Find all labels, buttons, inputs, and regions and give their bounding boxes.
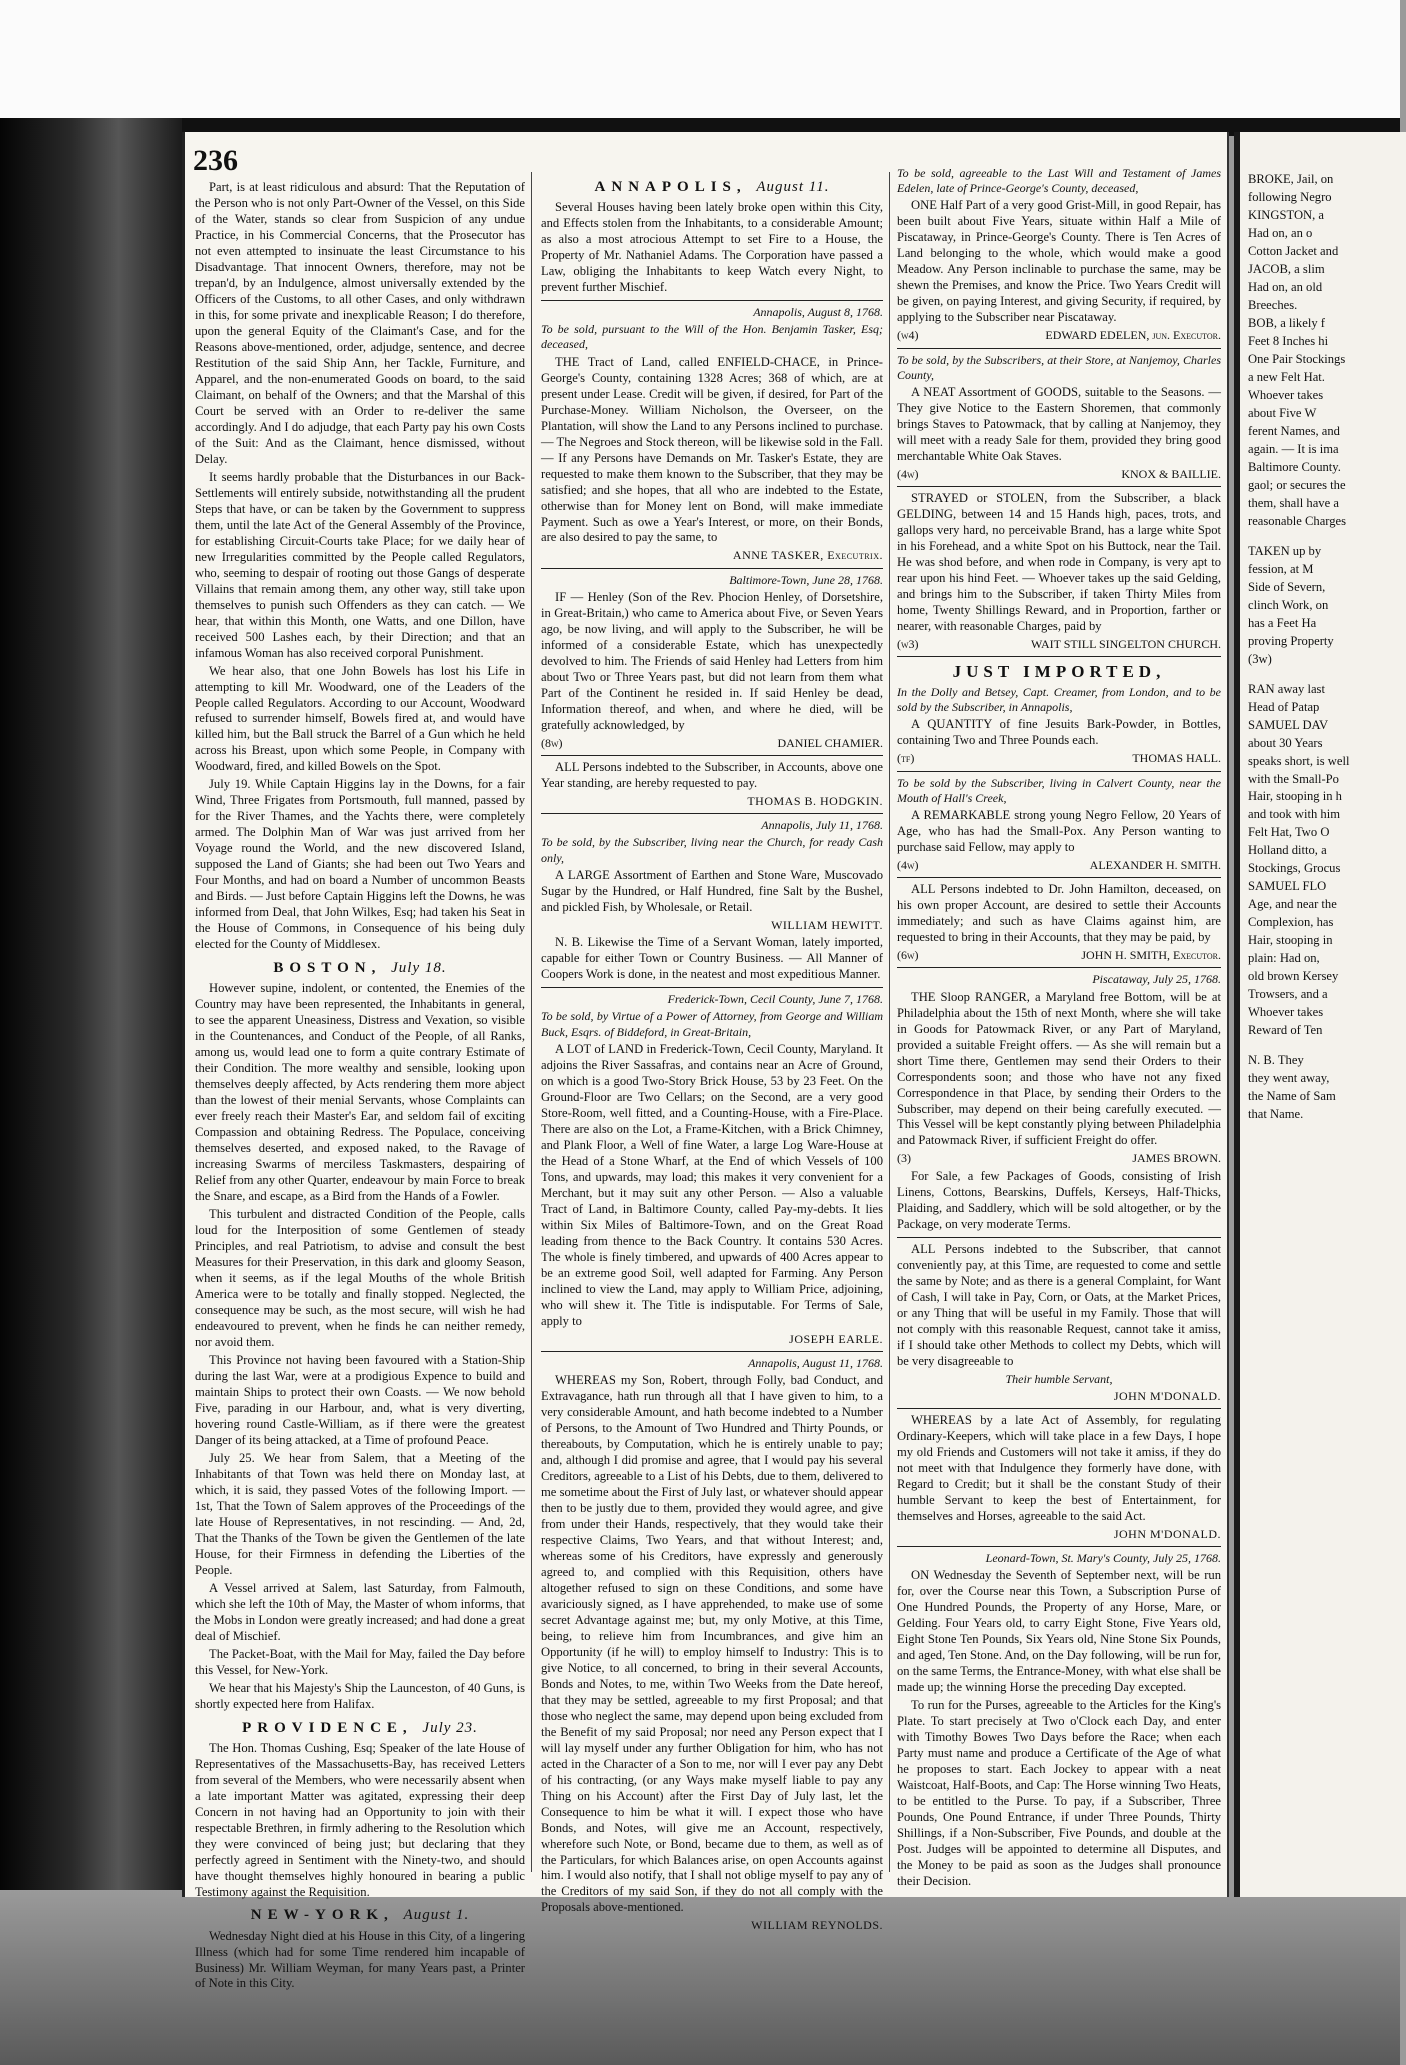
providence-heading — [195, 1719, 525, 1738]
fragment-line: Side of Severn, — [1248, 579, 1326, 594]
ad-body: WHEREAS by a late Act of Assembly, for regulating Ordinary-Keepers, which will take place in a few Days, I hope my old Friends and Customers will not take it amiss, if they do not meet with that Indulgence they formerly have done, with Regard to Credit; but it shall be the constant Study of their humble Servant to keep the best of Entertainment, for themselves and Horses, agreeable to the said Act. — [897, 1412, 1221, 1523]
dateline-date: July 23. — [422, 1719, 478, 1736]
advertisement — [541, 573, 883, 751]
ad-signature: WILLIAM HEWITT. — [771, 917, 883, 932]
ad-headline: JUST IMPORTED, — [952, 662, 1166, 682]
advertisement — [897, 1551, 1221, 1890]
ad-signature: DANIEL CHAMIER. — [777, 735, 883, 750]
advertisement — [541, 305, 883, 564]
fragment-line: Complexion, has — [1248, 915, 1334, 930]
newspaper-page — [182, 132, 1229, 1991]
facing-page-text — [1248, 172, 1403, 1125]
article-paragraph: We hear also, that one John Bowels has lost his Life in attempting to kill Mr. Woodward, one of the Leaders of the People called Regulators. According to our Account, Woodward refused to surrender himself, Bowels fired at, and would have killed him, but the Ball struck the Barrel of a Gun which he held across his Breast, upon which some People, in Company with Woodward, fired, and killed Bowels on the Spot. — [195, 663, 525, 774]
article-paragraph: A Vessel arrived at Salem, last Saturday, from Falmouth, which she left the 10th of May, the Master of whom informs, that the Mobs in London were greatly increased; and had done a great deal of Mischief. — [195, 1580, 525, 1643]
ad-code: (tf) — [897, 751, 915, 766]
dateline-place: NEW-YORK, — [250, 1907, 394, 1924]
ad-signature-row — [897, 858, 1221, 873]
fragment-line: N. B. They — [1248, 1053, 1304, 1068]
ad-code: (4w) — [897, 466, 919, 481]
ad-signature-row — [541, 736, 883, 751]
divider — [541, 568, 883, 569]
divider — [897, 1237, 1221, 1238]
ad-intro: To be sold, pursuant to the Will of the Hon. Benjamin Tasker, Esq; deceased, — [541, 322, 883, 352]
fragment-line: Cotton Jacket and — [1248, 243, 1339, 258]
fragment-line: Hair, stooping in — [1248, 933, 1333, 948]
book-spine — [0, 118, 182, 2065]
ad-body: ALL Persons indebted to Dr. John Hamilton, deceased, on his own proper Account, are desired to settle their Accounts immediately; and such as have Claims against him, are requested to bring in their Accounts, that they may be paid, by — [897, 882, 1221, 945]
ad-body: IF — Henley (Son of the Rev. Phocion Henley, of Dorsetshire, in Great-Britain,) who came to America about Five, or Seven Years ago, be now living, and will apply to the Subscriber, he will be informed of a considerable Estate, which has unexpectedly devolved to him. The Friends of said Henley had Letters from him about Two or Three Years past, but did not learn from them what Part of the Continent he resided in. If said Henley be dead, Information thereof, and when, and where he died, will be gratefully acknowledged, by — [541, 589, 883, 732]
ad-signature: ANNE TASKER, Executrix. — [732, 548, 883, 563]
fragment-line: has a Feet Ha — [1248, 615, 1317, 630]
fragment-line: Whoever takes — [1248, 387, 1324, 402]
dateline-place: ANNAPOLIS, — [594, 179, 747, 195]
facing-page-fragment — [1234, 132, 1406, 1897]
ad-code: (w3) — [897, 637, 919, 652]
divider — [541, 755, 883, 756]
fragment-line: plain: Had on, — [1248, 951, 1320, 966]
article-paragraph: Several Houses having been lately broke open within this City, and Effects stolen from the Inhabitants, to a considerable Amount; as also a most atrocious Attempt to set Fire to a House, the Property of Mr. Nathaniel Adams. The Corporation have passed a Law, obliging the Inhabitants to keep Watch every Night, to prevent further Mischief. — [541, 200, 883, 294]
advertisement — [897, 882, 1221, 963]
divider — [897, 348, 1221, 349]
article-paragraph: It seems hardly probable that the Disturbances in our Back-Settlements will entirely subside, notwithstanding all the prudent Steps that have, or can be taken by the Government to suppress them, until the late Act of the General Assembly of the Province, for establishing Circuit-Courts take Place; for we daily hear of new Irregularities committed by the People called Regulators, who, seeming to despair of rooting out those Gangs of desperate Villains that remain among them, any other way, still take upon themselves to punish such Offenders as they can catch. — We hear, that within this Month, one Watts, and one Dillon, have received 500 Lashes each, by their Direction; and that an infamous Woman has also received corporal Punishment. — [195, 469, 525, 660]
ad-dateline: Frederick-Town, Cecil County, June 7, 1768. — [667, 992, 883, 1007]
fragment-line: old brown Kersey — [1248, 969, 1339, 984]
divider — [541, 1351, 883, 1352]
fragment-line: speaks short, is well — [1248, 753, 1350, 768]
divider — [897, 656, 1221, 657]
ad-body: WHEREAS my Son, Robert, through Folly, bad Conduct, and Extravagance, hath run through all that I have given to him, to a very considerable Amount, and hath become indebted to a Number of Persons, to the Amount of Two Hundred and Thirty Pounds, or thereabouts, by Computation, which he is entirely unable to pay; and, although I did promise and agree, that I would pay his several Creditors, agreeable to a List of his Debts, due to them, delivered to me sometime about the First of July last, or whatever should appear then to be justly due to them, provided they would agree, and give from under their Hands, respectively, that they would take their respective Claims, Two Years, and that without Interest; and, whereas some of his Creditors, have expressly and generously agreed to, and complied with this Requisition, others have altogether refused to sign on these Conditions, and some have avariciously signed, as I have apprehended, to make use of some secret Advantage against me; but, my only Motive, at this Time, being, to relieve him from Incumbrances, and give him an Opportunity (if he will) to employ himself to Industry: This is to give Notice, to all concerned, to bring in their several Accounts, Bonds and Notes, to me, within Two Weeks from the Date hereof, that they may be settled, agreeable to my first Proposal; and that those who neglect the same, may depend upon being excluded from the Benefit of my said Proposal; nor need any Person expect that I will lay myself under any further Obligation for him, who has not acted in the Character of a Son to me, nor will I ever pay any Debt of his contracting, (or any Ways make myself liable to pay any Thing on his Account) after the First Day of July last, let the Consequence to him be what it will. I expect those who have Bonds, and Notes, will give me an Account, respectively, wherefore such Note, or Bond, became due to them, as well as of the Particulars, for which Balances arise, on open Accounts against him. I would also notify, that I shall not oblige myself to pay any of the Creditors of my said Son, if they do not all comply with the Proposals above-mentioned. — [541, 1372, 883, 1915]
column-rule-1 — [531, 172, 532, 1872]
ad-note: To run for the Purses, agreeable to the Articles for the King's Plate. To start precisely at Two o'Clock each Day, and enter with Timothy Bowes Two Days before the Race; when each Party must name and produce a Certificate of the Age of what he proposes to start. Each Jockey to appear with a neat Waistcoat, Half-Boots, and Cap: The Horse winning Two Heats, to be entitled to the Purse. To pay, if a Subscriber, Three Pounds, One Pound Entrance, if under Three Pounds, Thirty Shillings, if a Non-Subscriber, Five Pounds, and double at the Post. Judges will be appointed to determine all Disputes, and the Money to be paid as soon as the Judges shall pronounce their Decision. — [897, 1698, 1221, 1889]
line-gap — [1248, 670, 1403, 682]
ad-signature: WAIT STILL SINGELTON CHURCH. — [1030, 637, 1221, 652]
fragment-line: SAMUEL FLO — [1248, 879, 1327, 894]
divider — [897, 967, 1221, 968]
ad-intro: To be sold, by the Subscriber, living near the Church, for ready Cash only, — [541, 835, 883, 865]
page-number: 236 — [193, 144, 238, 177]
ad-code: (4w) — [897, 857, 919, 872]
advertisement — [897, 1242, 1221, 1404]
ad-signature: KNOX & BAILLIE. — [1121, 466, 1221, 481]
ad-signature-row — [897, 751, 1221, 766]
divider — [541, 300, 883, 301]
advertisement — [897, 491, 1221, 652]
ad-signature: THOMAS HALL. — [1132, 751, 1221, 766]
advertisement — [897, 166, 1221, 344]
ad-signature: WILLIAM REYNOLDS. — [751, 1918, 883, 1933]
fragment-line: again. — It is ima — [1248, 441, 1339, 456]
annapolis-heading — [541, 178, 883, 197]
fragment-line: TAKEN up by — [1248, 543, 1322, 558]
ad-signature-row — [897, 467, 1221, 482]
column-rule-2 — [889, 172, 890, 1872]
article-paragraph: This Province not having been favoured with a Station-Ship during the last War, were at a prodigious Expence to build and maintain Ships to protect their own Coasts. — We now behold Five, parading in our Harbour, and, what is very diverting, hovering round Castle-William, as if there were the greatest Danger of its being attacked, at a Time of profound Peace. — [195, 1352, 525, 1447]
fragment-line: clinch Work, on — [1248, 597, 1329, 612]
scan-top-margin — [0, 0, 1400, 120]
advertisement — [897, 972, 1221, 1232]
fragment-line: reasonable Charges — [1248, 513, 1347, 528]
fragment-line: Age, and near the — [1248, 897, 1337, 912]
ad-dateline: Leonard-Town, St. Mary's County, July 25, 1768. — [985, 1551, 1221, 1566]
ad-intro: In the Dolly and Betsey, Capt. Creamer, from London, and to be sold by the Subscriber, in Annapolis, — [897, 684, 1221, 715]
ad-signature: EDWARD EDELEN, jun. Executor. — [1045, 328, 1221, 343]
fragment-line: with the Small-Po — [1248, 771, 1339, 786]
dateline-place: BOSTON, — [273, 960, 382, 977]
fragment-line: BOB, a likely f — [1248, 315, 1325, 330]
fragment-line: proving Property — [1248, 633, 1334, 648]
advertisement — [541, 992, 883, 1347]
ad-body: A REMARKABLE strong young Negro Fellow, 20 Years of Age, who has had the Small-Pox. Any Person wanting to purchase said Fellow, may apply to — [897, 808, 1221, 854]
ad-intro: To be sold, by the Subscribers, at their Store, at Nanjemoy, Charles County, — [897, 352, 1221, 382]
ad-signature: JOHN M'DONALD. — [1113, 1526, 1221, 1541]
fragment-line: Head of Patap — [1248, 699, 1320, 714]
fragment-line: BROKE, Jail, on — [1248, 172, 1334, 186]
divider — [897, 486, 1221, 487]
fragment-line: Hair, stooping in h — [1248, 789, 1342, 804]
advertisement — [541, 1356, 883, 1934]
ad-signature: JOHN H. SMITH, Executor. — [1081, 948, 1221, 963]
column-middle — [541, 172, 883, 1933]
advertisement — [897, 661, 1221, 766]
ad-signature: JOHN M'DONALD. — [1113, 1388, 1221, 1403]
fragment-line: fession, at M — [1248, 561, 1314, 576]
ad-body: A LOT of LAND in Frederick-Town, Cecil County, Maryland. It adjoins the River Sassafras, and contains near an Acre of Ground, on which is a good Two-Story Brick House, 53 by 23 Feet. On the Ground-Floor are Two Cellars; on the Second, are a very good Store-Room, well fitted, and a Counting-House, with a Fire-Place. There are also on the Lot, a Frame-Kitchen, with a Brick Chimney, and Plank Floor, a Well of fine Water, a large Log Ware-House at the Head of a Stone Wharf, at the End of which Vessels of 100 Tons, and upwards, may load; this makes it very convenient for a Merchant, but it may suit any other Person. — Also a valuable Tract of Land, in Baltimore County, called Pay-my-debts. It lies within Six Miles of Baltimore-Town, and on the Great Road leading from thence to the Back Country. It contains 530 Acres. The whole is finely timbered, and upwards of 400 Acres appear to be an extreme good Soil, well adapted for Farming. Any Person inclined to view the Land, may apply to William Price, adjoining, who will shew it. The Title is indisputable. For Terms of Sale, apply to — [541, 1041, 883, 1328]
divider — [897, 771, 1221, 772]
ad-intro: To be sold by the Subscriber, living in Calvert County, near the Mouth of Hall's Creek, — [897, 775, 1221, 805]
ad-body: A LARGE Assortment of Earthen and Stone Ware, Muscovado Sugar by the Hundred, or Half Hundred, fine Salt by the Bushel, and pickled Fish, by Wholesale, or Retail. — [541, 867, 883, 914]
article-paragraph: However supine, indolent, or contented, the Enemies of the Country may have been represented, the Inhabitants in general, to see the apparent Uneasiness, Distress and Vexation, so visible in the Countenances, and Conduct of the People, of all Ranks, among us, would lead one to form a quite contrary Estimate of their Condition. The more wealthy and sensible, looking upon themselves deeply affected, by Acts rendering them more abject than the lowest of their menial Servants, whose Complaints can ever freely reach their Master's Ear, and seldom fail of exciting Compassion and obtaining Redress. The Populace, conceiving themselves deserted, and exposed naked, to the Ravage of increasing Swarms of merciless Taskmasters, despairing of Relief from any other Quarter, endeavour by main Force to break the Snare, and escape, as a Bird from the Hands of a Fowler. — [195, 981, 525, 1204]
fragment-line: Felt Hat, Two O — [1248, 825, 1330, 840]
ad-signature-row — [897, 1151, 1221, 1166]
boston-heading — [195, 959, 525, 978]
ad-code: (w4) — [897, 328, 919, 343]
fragment-line: Stockings, Grocus — [1248, 861, 1341, 876]
article-paragraph: July 25. We hear from Salem, that a Meeting of the Inhabitants of that Town was held there on Monday last, at which, it is said, they passed Votes of the following Import. — 1st, That the Town of Salem approves of the Proceedings of the late House of Representatives, in not rescinding. — And, 2d, That the Thanks of the Town be given the Gentlemen of the late House, for their Firmness in defending the Liberties of the People. — [195, 1450, 525, 1577]
ad-body: ON Wednesday the Seventh of September next, will be run for, over the Course near this Town, a Subscription Purse of One Hundred Pounds, the Property of any Horse, Mare, or Gelding. Four Years old, to carry Eight Stone, Five Years old, Eight Stone Ten Pounds, Six Years old, Nine Stone Six Pounds, and aged, Ten Stone. And, on the Day following, will be run for, on the same Terms, the Entrance-Money, with what else shall be made up; the winning Horse the preceding Day excepted. — [897, 1568, 1222, 1695]
fragment-line: that Name. — [1248, 1107, 1304, 1122]
divider — [541, 987, 883, 988]
ad-note: N. B. Likewise the Time of a Servant Woman, lately imported, capable for either Town or Country Business. — All Manner of Coopers Work is done, in the neatest and most expeditious Manner. — [541, 935, 883, 982]
divider — [897, 877, 1221, 878]
fragment-line: Baltimore County. — [1248, 459, 1341, 474]
fragment-line: gaol; or secures the — [1248, 477, 1346, 492]
fragment-line: them, shall have a — [1248, 495, 1339, 510]
ad-signature-row — [897, 948, 1221, 963]
fragment-line: Reward of Ten — [1248, 1023, 1323, 1038]
fragment-line: Holland ditto, a — [1248, 843, 1327, 858]
fragment-line: about 30 Years — [1248, 735, 1323, 750]
ad-signature-row — [897, 328, 1221, 343]
dateline-date: August 1. — [403, 1907, 470, 1924]
ad-code: (6w) — [897, 948, 919, 963]
fragment-line: Had on, an old — [1248, 279, 1323, 294]
ad-dateline: Annapolis, August 11, 1768. — [748, 1355, 883, 1370]
divider — [897, 1408, 1221, 1409]
advertisement — [541, 760, 883, 809]
ad-signature: JOSEPH EARLE. — [789, 1331, 883, 1346]
dateline-date: August 11. — [756, 179, 830, 195]
fragment-line: KINGSTON, a — [1248, 207, 1325, 222]
advertisement — [897, 776, 1221, 874]
ad-body: A NEAT Assortment of GOODS, suitable to the Seasons. — They give Notice to the Eastern Shoremen, that commonly brings Staves to Patowmack, that by calling at Nanjemoy, they will meet with a ready Sale for them, provided they bring good merchantable White Oak Staves. — [897, 385, 1221, 463]
divider — [897, 1546, 1221, 1547]
column-right — [897, 166, 1222, 1889]
fragment-line: following Negro — [1248, 189, 1332, 204]
fragment-line: Whoever takes — [1248, 1005, 1324, 1020]
ad-signature: THOMAS B. HODGKIN. — [747, 794, 883, 808]
ad-code: (3) — [897, 1151, 911, 1166]
fragment-line: and took with him — [1248, 807, 1340, 822]
fragment-line: Trowsers, and a — [1248, 987, 1328, 1002]
article-paragraph: We hear that his Majesty's Ship the Launceston, of 40 Guns, is shortly expected here from Halifax. — [195, 1680, 525, 1711]
fragment-line: about Five W — [1248, 405, 1317, 420]
ad-code: (8w) — [541, 735, 563, 750]
line-gap — [1248, 1041, 1403, 1053]
ad-body: A QUANTITY of fine Jesuits Bark-Powder, in Bottles, containing Two and Three Pounds each. — [897, 717, 1221, 748]
ad-body: STRAYED or STOLEN, from the Subscriber, a black GELDING, between 14 and 15 Hands high, paces, trots, and gallops very hard, no perceivable Brand, has a large white Spot in his Forehead, and a white Spot on his Buttock, near the Tail. He was shod before, and when rode in Company, is very apt to rear upon his hind Feet. — Whoever takes up the said Gelding, and brings him to the Subscriber, if taken Thirty Miles from home, Twenty Shillings Reward, and in Proportion, farther or nearer, with reasonable Charges, paid by — [897, 491, 1221, 634]
fragment-line: ferent Names, and — [1248, 423, 1340, 438]
ad-body: ALL Persons indebted to the Subscriber, that cannot conveniently pay, at this Time, are requested to come and settle the same by Note; and as there is a general Complaint, for Want of Cash, I will take in Pay, Corn, or Oats, at the Market Prices, or any Thing that will be useful in my Family. Those that will not comply with this reasonable Request, cannot take it amiss, if I should take other Methods to collect my Debts, which will be very disagreeable to — [897, 1241, 1221, 1368]
ad-body: THE Tract of Land, called ENFIELD-CHACE, in Prince-George's County, containing 1328 Acres; 368 of which, are at present under Lease. Credit will be given, if desired, for Part of the Purchase-Money. William Nicholson, the Overseer, on the Plantation, will show the Land to any Persons inclined to purchase. — The Negroes and Stock thereon, will be likewise sold in the Fall. — If any Persons have Demands on Mr. Tasker's Estate, they are requested to make them known to the Subscriber, that they may be satisfied; and she hopes, that all who are indebted to the Estate, otherwise than for Money lent on Bond, will make immediate Payment. Such as owe a Year's Interest, or more, on their Bonds, are also desired to pay the same, to — [541, 354, 883, 545]
fragment-line: (3w) — [1248, 651, 1272, 666]
ad-signature: JAMES BROWN. — [1132, 1151, 1221, 1166]
fragment-line: One Pair Stockings — [1248, 351, 1346, 366]
fragment-line: Had on, an o — [1248, 225, 1313, 240]
article-paragraph: The Hon. Thomas Cushing, Esq; Speaker of the late House of Representatives of the Massachusetts-Bay, has received Letters from several of the Members, who were necessarily absent when a late important Matter was agitated, expressing their deep Concern in not having had an Opportunity to join with their respectable Brethren, in firmly adhering to the Resolution which they were convinced of being just; but declaring that they perfectly agreed in Sentiment with the Ninety-two, and should have thought themselves highly honoured in bearing a public Testimony against the Requisition. — [195, 1740, 525, 1899]
article-paragraph: July 19. While Captain Higgins lay in the Downs, for a fair Wind, Three Frigates from Portsmouth, full manned, passed by for the River Thames, and the Yachts there, were completely armed. The Dolphin Man of War was just arrived from her Voyage round the World, and the new discovered Island, supposed the Land of Giants; she had been out Two Years and Four Months, and had on board a Number of uncommon Beasts and Birds. — Just before Captain Higgins left the Downs, he was informed from Deal, that John Wilkes, Esq; had taken his Seat in the House of Commons, in Consequence of his being duly elected for the County of Middlesex. — [195, 777, 525, 952]
advertisement — [897, 1413, 1221, 1542]
ad-dateline: Annapolis, August 8, 1768. — [753, 304, 883, 319]
ad-intro: To be sold, agreeable to the Last Will and Testament of James Edelen, late of Prince-George's County, deceased, — [897, 166, 1221, 196]
ad-dateline: Piscataway, July 25, 1768. — [1092, 972, 1221, 987]
advertisement — [541, 818, 883, 983]
fragment-line: the Name of Sam — [1248, 1089, 1336, 1104]
article-paragraph: Wednesday Night died at his House in this City, of a lingering Illness (which had for some Time rendered him incapable of Business) Mr. William Weyman, for many Years past, a Printer of Note in this City. — [195, 1928, 525, 1991]
ad-salutation: Their humble Servant, — [1005, 1371, 1113, 1386]
ad-intro: To be sold, by Virtue of a Power of Attorney, from George and William Buck, Esqrs. of Biddeford, in Great-Britain, — [541, 1009, 883, 1039]
ad-body: ALL Persons indebted to the Subscriber, in Accounts, above one Year standing, are hereby requested to pay. — [541, 760, 883, 791]
ad-dateline: Baltimore-Town, June 28, 1768. — [729, 572, 883, 587]
new-york-heading — [195, 1906, 525, 1925]
ad-signature-row — [897, 637, 1221, 652]
ad-body: ONE Half Part of a very good Grist-Mill, in good Repair, has been built about Five Years, situate within Half a Mile of Piscataway, in Prince-George's County. There is Ten Acres of Land belonging to the whole, which would make a good Meadow. Any Person inclinable to purchase the same, may be shewn the Premises, and know the Price. Two Years Credit will be given, on paying Interest, and giving Security, if required, by applying to the Subscriber near Piscataway. — [897, 198, 1221, 325]
ad-dateline: Annapolis, July 11, 1768. — [761, 818, 883, 833]
fragment-line: they went away, — [1248, 1071, 1330, 1086]
fragment-line: Breeches. — [1248, 297, 1298, 312]
dateline-date: July 18. — [391, 960, 447, 977]
fragment-line: Feet 8 Inches hi — [1248, 333, 1329, 348]
fragment-line: a new Felt Hat. — [1248, 369, 1325, 384]
article-paragraph: Part, is at least ridiculous and absurd: That the Reputation of the Person who is not only Part-Owner of the Vessel, on this Side of the Water, stands so clear from Suspicion of any undue Practice, in his Commercial Concerns, that the Prosecutor has not even attempted to insinuate the least Circumstance to his Disadvantage. That innocent Owners, therefore, may not be trepan'd, by an Indulgence, almost universally extended by the Officers of the Customs, to all other Cases, and only withdrawn in this, for some private and inexplicable Reason; I do therefore, upon the general Equity of the Claimant's Case, and for the Reasons above-mentioned, order, adjudge, sentence, and decree Restitution of the said Ship Ann, her Tackle, Furniture, and Apparel, and the non-enumerated Goods on board, to the said Claimant, on behalf of the Owners; and that the Marshal of this Court be served with an Order to re-deliver the same accordingly. And I do adjudge, that each Party pay his own Costs of the Suit: And as the Claimant, hence dismissed, without Delay. — [195, 180, 525, 466]
advertisement — [897, 353, 1221, 483]
divider — [541, 813, 883, 814]
column-left — [195, 180, 525, 1991]
dateline-place: PROVIDENCE, — [242, 1719, 413, 1736]
article-paragraph: The Packet-Boat, with the Mail for May, failed the Day before this Vessel, for New-York. — [195, 1646, 525, 1677]
article-paragraph: This turbulent and distracted Condition of the People, calls loud for the Interposition of some Gentlemen of steady Principles, and real Patriotism, to advise and consult the best Measures for their Preservation, in this dark and gloomy Season, when it seems, as if the legal Mouths of the whole British America were to be totally and finally stopped. Neglected, the consequence may be such, as the most secure, will wish he had endeavoured to prevent, when he finds he can neither remedy, nor avoid them. — [195, 1207, 525, 1349]
ad-signature: ALEXANDER H. SMITH. — [1089, 857, 1221, 872]
fragment-line: RAN away last — [1248, 681, 1325, 696]
ad-body: THE Sloop RANGER, a Maryland free Bottom, will be at Philadelphia about the 15th of next Month, where she will take in Goods for Patowmack River, or any Part of Maryland, provided a suitable Freight offers. — As she will remain but a short Time there, Gentlemen may send their Orders to their Correspondents soon; and those who have not any fixed Correspondence in that Place, by sending their Orders to the Subscriber, may depend on their being carefully executed. — This Vessel will be kept constantly plying between Philadelphia and Patowmack River, if sufficient Freight do offer. — [897, 989, 1221, 1148]
ad-note: For Sale, a few Packages of Goods, consisting of Irish Linens, Cottons, Bearskins, Duffels, Kerseys, Half-Thicks, Plaiding, and Saddlery, which will be sold altogether, or by the Package, on very moderate Terms. — [897, 1168, 1221, 1231]
line-gap — [1248, 532, 1403, 544]
fragment-line: JACOB, a slim — [1248, 261, 1325, 276]
fragment-line: SAMUEL DAV — [1248, 717, 1329, 732]
